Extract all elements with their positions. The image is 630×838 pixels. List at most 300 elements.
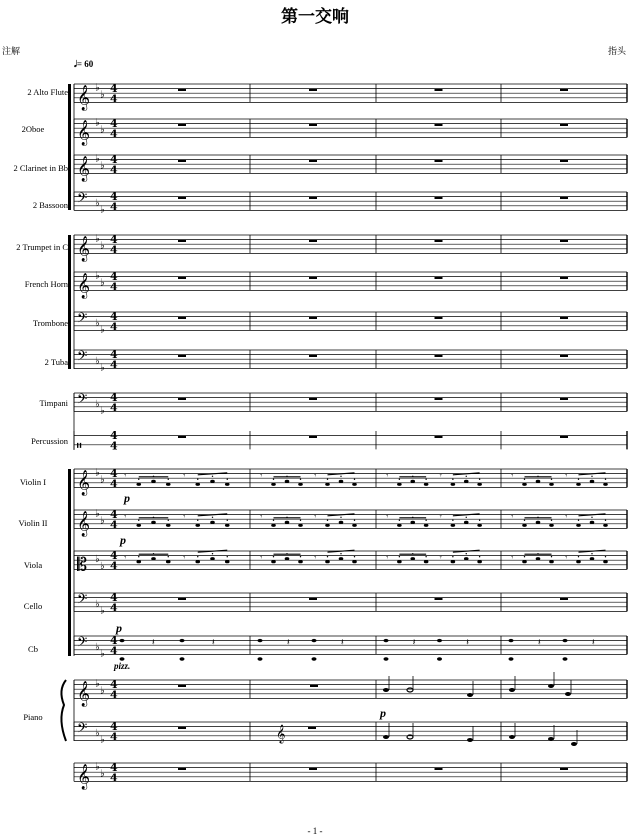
- eighth-rest-icon: 𝄾: [124, 471, 127, 482]
- note-head: [437, 657, 442, 660]
- flat-icon: ♭: [100, 561, 105, 573]
- woodwind-bracket: [68, 84, 71, 210]
- time-sig-bottom: 4: [110, 730, 118, 744]
- instrument-label: 2Oboe: [21, 124, 45, 134]
- treble-clef-change-icon: 𝄞: [276, 724, 286, 743]
- note-head: [258, 657, 263, 660]
- eighth-rest-icon: 𝄾: [511, 553, 514, 564]
- staccato-dot: [591, 553, 592, 554]
- staccato-dot: [524, 520, 525, 521]
- time-sig-bottom: 4: [110, 320, 118, 334]
- whole-rest: [178, 727, 186, 729]
- staccato-dot: [551, 520, 552, 521]
- note-head: [576, 560, 581, 563]
- whole-rest: [178, 124, 186, 126]
- note-head: [195, 483, 200, 486]
- time-sig-top: 4: [110, 761, 118, 775]
- treble-clef-icon: 𝄞: [77, 681, 91, 707]
- quarter-rest-icon: 𝄽: [341, 638, 344, 649]
- time-sig-top: 4: [110, 429, 118, 443]
- staccato-dot: [227, 520, 228, 521]
- whole-rest: [178, 768, 186, 770]
- eighth-rest-icon: 𝄾: [439, 471, 442, 482]
- note-head: [410, 557, 415, 560]
- flat-icon: ♭: [95, 467, 100, 479]
- flat-icon: ♭: [95, 117, 100, 129]
- quarter-rest-icon: 𝄽: [152, 638, 155, 649]
- staccato-dot: [197, 520, 198, 521]
- whole-rest: [435, 89, 443, 91]
- whole-rest: [309, 355, 317, 357]
- staccato-dot: [578, 556, 579, 557]
- note-head: [352, 524, 357, 527]
- note-head: [151, 521, 156, 524]
- staccato-dot: [452, 479, 453, 480]
- eighth-rest-icon: 𝄾: [124, 512, 127, 523]
- time-sig-top: 4: [110, 310, 118, 324]
- note-head: [397, 560, 402, 563]
- whole-rest: [309, 160, 317, 162]
- note-head: [549, 483, 554, 486]
- instrument-label: Trombone: [32, 318, 68, 328]
- staccato-dot: [466, 553, 467, 554]
- articulation-cb: pizz.: [114, 661, 131, 671]
- perc-clef-icon: 𝄥: [77, 438, 82, 455]
- note-head: [166, 483, 171, 486]
- note-head: [225, 560, 230, 563]
- staccato-dot: [479, 556, 480, 557]
- staccato-dot: [479, 520, 480, 521]
- flat-icon: ♭: [95, 197, 100, 209]
- flat-icon: ♭: [100, 405, 105, 417]
- time-sig-top: 4: [110, 591, 118, 605]
- whole-rest: [560, 89, 568, 91]
- treble-clef-icon: 𝄞: [77, 511, 91, 537]
- note-head: [383, 735, 389, 739]
- staccato-dot: [212, 517, 213, 518]
- note-head: [397, 483, 402, 486]
- note-head: [298, 560, 303, 563]
- time-sig-bottom: 4: [110, 163, 118, 177]
- note-head: [424, 483, 429, 486]
- eighth-rest-icon: 𝄾: [183, 553, 186, 564]
- note-head: [522, 524, 527, 527]
- whole-rest: [178, 277, 186, 279]
- note-head: [565, 692, 571, 696]
- note-head: [339, 480, 344, 483]
- flat-icon: ♭: [95, 727, 100, 739]
- whole-rest: [560, 436, 568, 438]
- note-head: [258, 639, 263, 642]
- note-head: [410, 480, 415, 483]
- staccato-dot: [605, 479, 606, 480]
- eighth-rest-icon: 𝄾: [386, 471, 389, 482]
- whole-rest: [178, 197, 186, 199]
- staccato-dot: [399, 556, 400, 557]
- whole-rest: [178, 685, 186, 687]
- note-head: [384, 657, 389, 660]
- note-head: [397, 524, 402, 527]
- whole-rest: [435, 355, 443, 357]
- whole-rest: [309, 768, 317, 770]
- note-head: [590, 557, 595, 560]
- staccato-dot: [197, 556, 198, 557]
- bass-clef-icon: 𝄢: [77, 190, 88, 209]
- whole-rest: [435, 398, 443, 400]
- flat-icon: ♭: [100, 89, 105, 101]
- whole-rest: [435, 598, 443, 600]
- flat-icon: ♭: [95, 82, 100, 94]
- instrument-label: 2 Trumpet in C: [16, 242, 68, 252]
- bass-clef-icon: 𝄢: [77, 391, 88, 410]
- staccato-dot: [273, 479, 274, 480]
- note-head: [325, 483, 330, 486]
- staccato-dot: [340, 517, 341, 518]
- note-head: [180, 639, 185, 642]
- time-sig-bottom: 4: [110, 127, 118, 141]
- note-head: [522, 560, 527, 563]
- whole-rest: [309, 124, 317, 126]
- bass-clef-icon: 𝄢: [77, 310, 88, 329]
- staccato-dot: [138, 479, 139, 480]
- note-head: [325, 560, 330, 563]
- note-head: [563, 657, 568, 660]
- time-sig-bottom: 4: [110, 358, 118, 372]
- instrument-label: Violin I: [19, 477, 47, 487]
- bass-clef-icon: 𝄢: [77, 348, 88, 367]
- flat-icon: ♭: [100, 204, 105, 216]
- whole-rest: [435, 197, 443, 199]
- treble-clef-icon: 𝄞: [77, 120, 91, 146]
- note-head: [166, 560, 171, 563]
- eighth-rest-icon: 𝄾: [511, 471, 514, 482]
- staccato-dot: [227, 479, 228, 480]
- note-head: [536, 557, 541, 560]
- instrument-label: Piano: [23, 712, 43, 722]
- staccato-dot: [327, 520, 328, 521]
- eighth-rest-icon: 𝄾: [439, 553, 442, 564]
- time-sig-bottom: 4: [110, 92, 118, 106]
- note-head: [437, 639, 442, 642]
- note-head: [477, 524, 482, 527]
- eighth-rest-icon: 𝄾: [439, 512, 442, 523]
- whole-rest: [435, 436, 443, 438]
- whole-rest: [309, 89, 317, 91]
- whole-rest: [178, 240, 186, 242]
- staccato-dot: [452, 520, 453, 521]
- eighth-rest-icon: 𝄾: [565, 553, 568, 564]
- flat-icon: ♭: [95, 554, 100, 566]
- time-sig-top: 4: [110, 82, 118, 96]
- note-head: [352, 560, 357, 563]
- whole-rest: [560, 768, 568, 770]
- instrument-label: 2 Clarinet in Bb: [13, 163, 68, 173]
- quarter-rest-icon: 𝄽: [412, 638, 416, 649]
- whole-rest: [309, 197, 317, 199]
- instrument-label: Cello: [23, 601, 43, 611]
- whole-rest: [309, 240, 317, 242]
- staccato-dot: [168, 556, 169, 557]
- page-number: - 1 -: [307, 826, 323, 836]
- instrument-label: 2 Alto Flute: [27, 87, 68, 97]
- flat-icon: ♭: [95, 598, 100, 610]
- note-head: [424, 524, 429, 527]
- flat-icon: ♭: [95, 233, 100, 245]
- staccato-dot: [340, 553, 341, 554]
- half-note: [407, 688, 413, 692]
- eighth-rest-icon: 𝄾: [565, 471, 568, 482]
- note-head: [548, 684, 554, 688]
- note-head: [325, 524, 330, 527]
- time-sig-bottom: 4: [110, 771, 118, 785]
- note-head: [536, 480, 541, 483]
- treble-clef-icon: 𝄞: [77, 236, 91, 262]
- treble-clef-icon: 𝄞: [77, 764, 91, 790]
- note-head: [312, 657, 317, 660]
- dynamic-piano: p: [380, 706, 386, 720]
- staccato-dot: [452, 556, 453, 557]
- bass-clef-icon: 𝄢: [77, 634, 88, 653]
- staccato-dot: [300, 479, 301, 480]
- flat-icon: ♭: [100, 240, 105, 252]
- note-head: [576, 524, 581, 527]
- staff-lines: [61, 84, 627, 781]
- dynamic-violin2: p: [120, 533, 126, 547]
- treble-clef-icon: 𝄞: [77, 85, 91, 111]
- time-sig-top: 4: [110, 348, 118, 362]
- flat-icon: ♭: [95, 761, 100, 773]
- note-head: [548, 737, 554, 741]
- whole-rest: [309, 277, 317, 279]
- time-sig-top: 4: [110, 549, 118, 563]
- whole-rest: [435, 124, 443, 126]
- alto-clef-icon: 𝄡: [77, 554, 88, 576]
- flat-icon: ♭: [100, 362, 105, 374]
- staccato-dot: [551, 556, 552, 557]
- staccato-dot: [354, 479, 355, 480]
- time-sig-top: 4: [110, 153, 118, 167]
- flat-icon: ♭: [95, 317, 100, 329]
- time-sig-bottom: 4: [110, 439, 118, 453]
- flat-icon: ♭: [95, 153, 100, 165]
- staccato-dot: [591, 517, 592, 518]
- whole-rest: [178, 398, 186, 400]
- flat-icon: ♭: [100, 768, 105, 780]
- note-head: [195, 524, 200, 527]
- whole-rest: [178, 436, 186, 438]
- note-head: [467, 738, 473, 742]
- note-head: [136, 483, 141, 486]
- note-head: [151, 480, 156, 483]
- eighth-rest-icon: 𝄾: [260, 471, 263, 482]
- staccato-dot: [591, 476, 592, 477]
- staccato-dot: [138, 520, 139, 521]
- staccato-dot: [605, 520, 606, 521]
- note-head: [509, 657, 514, 660]
- note-head: [522, 483, 527, 486]
- note-head: [451, 524, 456, 527]
- time-sig-bottom: 4: [110, 401, 118, 415]
- staccato-dot: [578, 479, 579, 480]
- staccato-dot: [466, 517, 467, 518]
- note-head: [509, 639, 514, 642]
- note-head: [549, 560, 554, 563]
- whole-rest: [309, 398, 317, 400]
- eighth-rest-icon: 𝄾: [314, 471, 317, 482]
- score-title: 第一交响: [281, 7, 349, 26]
- staccato-dot: [425, 520, 426, 521]
- staccato-dot: [354, 556, 355, 557]
- time-sig-top: 4: [110, 508, 118, 522]
- instrument-label: Violin II: [18, 518, 48, 528]
- whole-rest: [560, 160, 568, 162]
- time-sig-top: 4: [110, 190, 118, 204]
- whole-rest: [435, 277, 443, 279]
- eighth-rest-icon: 𝄾: [124, 553, 127, 564]
- note-head: [136, 560, 141, 563]
- note-head: [576, 483, 581, 486]
- time-sig-bottom: 4: [110, 688, 118, 702]
- eighth-rest-icon: 𝄾: [565, 512, 568, 523]
- quarter-rest-icon: 𝄽: [538, 638, 541, 649]
- eighth-rest-icon: 𝄾: [260, 512, 263, 523]
- staccato-dot: [227, 556, 228, 557]
- eighth-rest-icon: 𝄾: [511, 512, 514, 523]
- quarter-rest-icon: 𝄽: [212, 638, 215, 649]
- header-right-note: 指头: [607, 46, 626, 56]
- whole-rest: [435, 240, 443, 242]
- whole-rest: [308, 727, 316, 729]
- brass-bracket: [68, 235, 71, 369]
- flat-icon: ♭: [95, 398, 100, 410]
- flat-icon: ♭: [100, 160, 105, 172]
- half-note-icon: 𝅗𝅥: [74, 59, 77, 69]
- flat-icon: ♭: [100, 515, 105, 527]
- note-head: [603, 524, 608, 527]
- note-head: [477, 483, 482, 486]
- instrument-label: 2 Bassoon: [32, 200, 68, 210]
- time-sig-top: 4: [110, 270, 118, 284]
- eighth-rest-icon: 𝄾: [260, 553, 263, 564]
- bass-clef-icon: 𝄢: [77, 720, 88, 739]
- note-head: [424, 560, 429, 563]
- treble-clef-icon: 𝄞: [77, 156, 91, 182]
- time-sig-bottom: 4: [110, 644, 118, 658]
- eighth-rest-icon: 𝄾: [314, 512, 317, 523]
- note-head: [195, 560, 200, 563]
- flat-icon: ♭: [100, 685, 105, 697]
- staccato-dot: [273, 556, 274, 557]
- time-sig-top: 4: [110, 117, 118, 131]
- note-head: [210, 480, 215, 483]
- instrument-label: Timpani: [39, 398, 68, 408]
- staccato-dot: [273, 520, 274, 521]
- whole-rest: [178, 89, 186, 91]
- time-sig-top: 4: [110, 634, 118, 648]
- note-head: [285, 521, 290, 524]
- whole-rest: [178, 160, 186, 162]
- flat-icon: ♭: [95, 641, 100, 653]
- staccato-dot: [212, 553, 213, 554]
- whole-rest: [178, 598, 186, 600]
- note-head: [563, 639, 568, 642]
- note-head: [285, 480, 290, 483]
- whole-rest: [435, 160, 443, 162]
- flat-icon: ♭: [100, 324, 105, 336]
- note-head: [410, 521, 415, 524]
- time-sig-bottom: 4: [110, 477, 118, 491]
- time-sig-bottom: 4: [110, 559, 118, 573]
- time-sig-bottom: 4: [110, 200, 118, 214]
- staccato-dot: [340, 476, 341, 477]
- note-head: [339, 521, 344, 524]
- tempo-value: = 60: [76, 59, 94, 69]
- staccato-dot: [479, 479, 480, 480]
- time-sig-top: 4: [110, 391, 118, 405]
- eighth-rest-icon: 𝄾: [386, 512, 389, 523]
- flat-icon: ♭: [100, 734, 105, 746]
- staccato-dot: [300, 556, 301, 557]
- note-head: [271, 524, 276, 527]
- staccato-dot: [354, 520, 355, 521]
- staccato-dot: [551, 479, 552, 480]
- header-left-note: 注解: [2, 46, 21, 56]
- whole-rest: [560, 598, 568, 600]
- bass-clef-icon: 𝄢: [77, 591, 88, 610]
- dynamic-cello: p: [116, 621, 122, 635]
- whole-rest: [310, 685, 318, 687]
- eighth-rest-icon: 𝄾: [314, 553, 317, 564]
- note-head: [285, 557, 290, 560]
- time-sig-top: 4: [110, 233, 118, 247]
- staccato-dot: [212, 476, 213, 477]
- staccato-dot: [138, 556, 139, 557]
- note-head: [339, 557, 344, 560]
- eighth-rest-icon: 𝄾: [183, 512, 186, 523]
- flat-icon: ♭: [95, 678, 100, 690]
- note-head: [120, 639, 125, 642]
- whole-rest: [560, 240, 568, 242]
- note-head: [352, 483, 357, 486]
- treble-clef-icon: 𝄞: [77, 273, 91, 299]
- staccato-dot: [168, 479, 169, 480]
- note-head: [166, 524, 171, 527]
- note-head: [451, 483, 456, 486]
- note-head: [271, 560, 276, 563]
- time-sig-bottom: 4: [110, 518, 118, 532]
- note-head: [571, 742, 577, 746]
- instrument-label: French Horn: [24, 279, 68, 289]
- staccato-dot: [524, 556, 525, 557]
- note-head: [451, 560, 456, 563]
- note-head: [590, 521, 595, 524]
- time-sig-bottom: 4: [110, 601, 118, 615]
- note-head: [464, 521, 469, 524]
- staccato-dot: [425, 556, 426, 557]
- flat-icon: ♭: [100, 277, 105, 289]
- note-head: [298, 483, 303, 486]
- note-head: [467, 693, 473, 697]
- piano-brace: [61, 680, 66, 741]
- quarter-rest-icon: 𝄽: [287, 638, 290, 649]
- note-head: [549, 524, 554, 527]
- instrument-label: 2 Tuba: [44, 357, 68, 367]
- flat-icon: ♭: [100, 648, 105, 660]
- note-head: [509, 688, 515, 692]
- note-head: [225, 483, 230, 486]
- flat-icon: ♭: [95, 508, 100, 520]
- quarter-rest-icon: 𝄽: [592, 638, 595, 649]
